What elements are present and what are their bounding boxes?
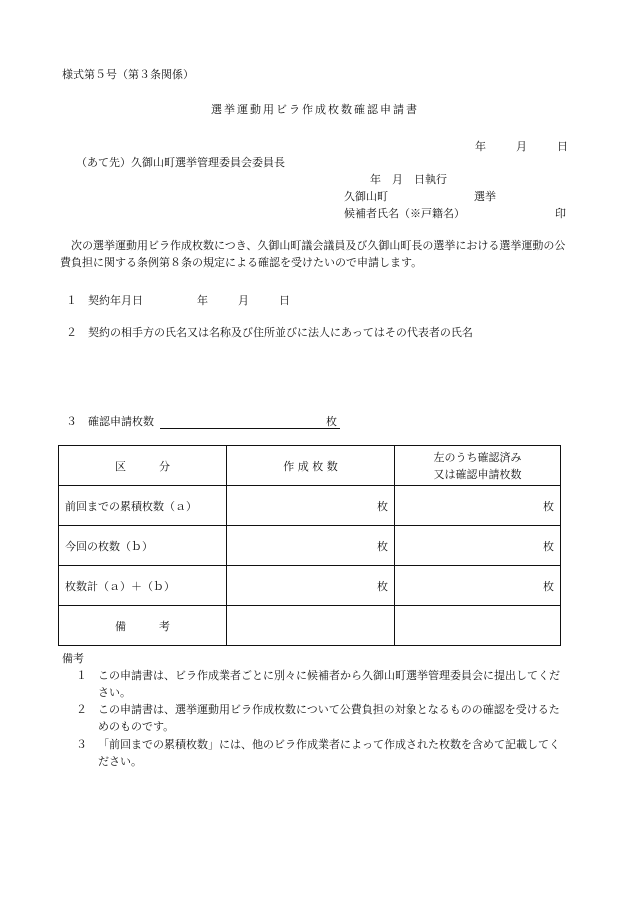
contractor-item: ２ 契約の相手方の氏名又は名称及び住所並びに法人にあってはその代表者の氏名 [66, 326, 473, 339]
row-label: 枚数計（ａ）＋（ｂ） [59, 566, 227, 606]
seal-mark: 印 [555, 207, 566, 220]
note-text: この申請書は、選挙運動用ビラ作成枚数について公費負担の対象となるものの確認を受けるためのものです。 [98, 703, 560, 733]
election-name [344, 188, 496, 204]
date-year: 年 [475, 140, 486, 153]
note-number: １ [76, 669, 87, 682]
row-label: 今回の枚数（ｂ） [59, 526, 227, 566]
application-date [475, 138, 568, 154]
remarks-label: 備 考 [59, 606, 227, 646]
remarks-cell[interactable] [227, 606, 395, 646]
note-text: 「前回までの累積枚数」には、他のビラ作成業者によって作成された枚数を含めて記載してください。 [98, 738, 560, 768]
confirmed-count-cell[interactable]: 枚 [395, 526, 561, 566]
header-confirmed-count [395, 446, 561, 486]
notes-heading: 備考 [62, 652, 84, 665]
date-day: 日 [557, 140, 568, 153]
confirmed-count-cell[interactable]: 枚 [395, 566, 561, 606]
requested-count-unit: 枚 [326, 415, 337, 428]
note-number: ３ [76, 738, 87, 751]
candidate-name-line [344, 205, 566, 221]
form-number-label: 様式第５号（第３条関係） [62, 68, 194, 81]
header-category: 区 分 [59, 446, 227, 486]
header-confirmed-line2: 又は確認申請枚数 [433, 467, 522, 481]
note-item [76, 701, 570, 735]
document-title: 選挙運動用ビラ作成枚数確認申請書 [211, 103, 419, 116]
application-statement: 次の選挙運動用ビラ作成枚数につき、久御山町議会議員及び久御山町長の選挙における選挙運動の公費負担に関する条例第８条の規定による確認を受けたいので申請します。 [60, 239, 566, 269]
date-month: 月 [516, 140, 527, 153]
contract-day: 日 [279, 294, 290, 307]
requested-count-label: ３ 確認申請枚数 [66, 415, 154, 428]
table-header-row [59, 446, 561, 486]
requested-count-blank[interactable] [160, 416, 340, 429]
contract-month: 月 [238, 294, 249, 307]
created-count-cell[interactable]: 枚 [227, 526, 395, 566]
contract-year: 年 [197, 294, 208, 307]
election-town: 久御山町 [344, 190, 388, 203]
table-row [59, 566, 561, 606]
note-number: ２ [76, 703, 87, 716]
contract-date-item [66, 292, 290, 308]
header-created-count: 作 成 枚 数 [227, 446, 395, 486]
row-label: 前回までの累積枚数（ａ） [59, 486, 227, 526]
note-item [76, 736, 570, 770]
header-confirmed-line1: 左のうち確認済み [433, 450, 522, 464]
election-suffix: 選挙 [474, 190, 496, 203]
table-row [59, 486, 561, 526]
count-table [58, 445, 561, 646]
remarks-cell[interactable] [395, 606, 561, 646]
election-execution-date: 年 月 日執行 [370, 173, 447, 186]
candidate-label: 候補者氏名（※戸籍名） [344, 207, 465, 220]
created-count-cell[interactable]: 枚 [227, 566, 395, 606]
table-row [59, 606, 561, 646]
note-item [76, 667, 570, 701]
note-text: この申請書は、ビラ作成業者ごとに別々に候補者から久御山町選挙管理委員会に提出してください。 [98, 669, 560, 699]
table-row [59, 526, 561, 566]
requested-count-item [66, 413, 337, 429]
contract-date-label: １ 契約年月日 [66, 294, 143, 307]
confirmed-count-cell[interactable]: 枚 [395, 486, 561, 526]
addressee: （あて先）久御山町選挙管理委員会委員長 [76, 156, 285, 169]
created-count-cell[interactable]: 枚 [227, 486, 395, 526]
